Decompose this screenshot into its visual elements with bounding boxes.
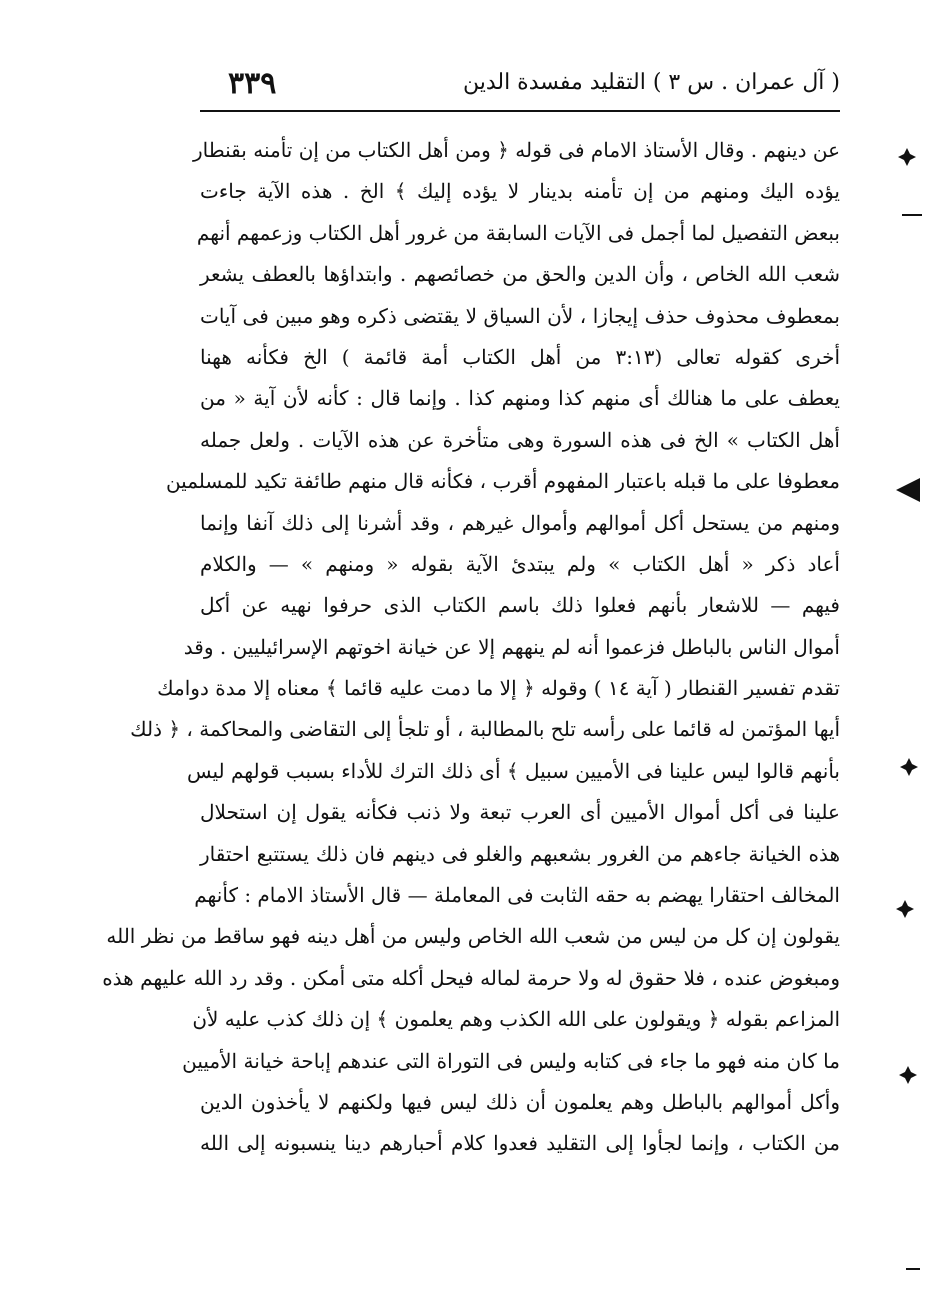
text-line: من الكتاب ، وإنما لجأوا إلى التقليد فعدوا كلام أحبارهم دينا ينسبونه إلى الله bbox=[200, 1131, 840, 1156]
text-line: فيهم — للاشعار بأنهم فعلوا ذلك باسم الكتاب الذى حرفوا نهيه عن أكل bbox=[200, 593, 840, 618]
text-line: بأنهم قالوا ليس علينا فى الأميين سبيل ﴾ أى ذلك الترك للأداء بسبب قولهم ليس bbox=[186, 758, 840, 783]
scan-speck-mark bbox=[900, 758, 918, 776]
text-line: بمعطوف محذوف حذف إيجازا ، لأن السياق لا يقتضى ذكره وهو مبين فى آيات bbox=[200, 303, 840, 328]
text-line: أيها المؤتمن له قائما على رأسه تلح بالمطالبة ، أو تلجأ إلى التقاضى والمحاكمة ، ﴿ ذلك bbox=[130, 717, 840, 742]
text-line: أعاد ذكر « أهل الكتاب » ولم يبتدئ الآية بقوله « ومنهم » — والكلام bbox=[200, 551, 840, 576]
body-text bbox=[102, 130, 840, 1165]
text-line: هذه الخيانة جاءهم من الغرور بشعبهم والغلو فى دينهم فان ذلك يستتبع احتقار bbox=[200, 841, 840, 866]
text-line: يعطف على ما هنالك أى منهم كذا ومنهم كذا . وإنما قال : كأنه لأن آية « من bbox=[200, 386, 840, 411]
text-line: أهل الكتاب » الخ فى هذه السورة وهى متأخرة عن هذه الآيات . ولعل جمله bbox=[200, 427, 840, 452]
text-line: أموال الناس بالباطل فزعموا أنه لم ينههم إلا عن خيانة اخوتهم الإسرائيليين . وقد bbox=[183, 634, 840, 659]
text-line: يقولون إن كل من ليس من شعب الله الخاص وليس من أهل دينه فهو ساقط من نظر الله bbox=[106, 924, 840, 949]
text-line: ما كان منه فهو ما جاء فى كتابه وليس فى التوراة التى عندهم إباحة خيانة الأميين bbox=[182, 1048, 840, 1073]
text-line: أخرى كقوله تعالى (٣:١٣ من أهل الكتاب أمة قائمة ) الخ فكأنه ههنا bbox=[200, 344, 840, 369]
text-line: ببعض التفصيل لما أجمل فى الآيات السابقة من غرور أهل الكتاب وزعمهم أنهم bbox=[196, 220, 840, 245]
scan-speck-mark bbox=[896, 900, 914, 918]
text-line: عن دينهم . وقال الأستاذ الامام فى قوله ﴿ ومن أهل الكتاب من إن تأمنه بقنطار bbox=[192, 138, 840, 162]
scan-speck-mark bbox=[898, 148, 916, 166]
text-line: ومنهم من يستحل أكل أموالهم وأموال غيرهم ، وقد أشرنا إلى ذلك آنفا وإنما bbox=[200, 510, 840, 535]
text-line: المخالف احتقارا يهضم به حقه الثابت فى المعاملة — قال الأستاذ الامام : كأنهم bbox=[194, 883, 840, 908]
text-line: المزاعم بقوله ﴿ ويقولون على الله الكذب وهم يعلمون ﴾ إن ذلك كذب عليه لأن bbox=[192, 1007, 840, 1032]
text-line: شعب الله الخاص ، وأن الدين والحق من خصائصهم . وابتداؤها بالعطف يشعر bbox=[200, 262, 840, 287]
text-line: تقدم تفسير القنطار ( آية ١٤ ) وقوله ﴿ إلا ما دمت عليه قائما ﴾ معناه إلا مدة دوامك bbox=[157, 676, 840, 701]
header-rule bbox=[200, 110, 840, 112]
running-title: ( آل عمران . س ٣ ) التقليد مفسدة الدين bbox=[462, 70, 840, 95]
scan-speck-mark bbox=[896, 478, 920, 502]
scan-dash-mark bbox=[906, 1268, 920, 1270]
text-line: وأكل أموالهم بالباطل وهم يعلمون أن ذلك ليس فيها ولكنهم لا يأخذون الدين bbox=[200, 1089, 840, 1114]
page-header bbox=[200, 66, 840, 110]
text-line: معطوفا على ما قبله باعتبار المفهوم أقرب ، فكأنه قال منهم طائفة تكيد للمسلمين bbox=[165, 469, 840, 494]
page-number: ٣٣٩ bbox=[228, 66, 277, 101]
text-line: علينا فى أكل أموال الأميين أى العرب تبعة ولا ذنب فكأنه يقول إن استحلال bbox=[200, 800, 840, 825]
scan-dash-mark bbox=[902, 214, 922, 216]
text-line: ومبغوض عنده ، فلا حقوق له ولا حرمة لماله فيحل أكله متى أمكن . وقد رد الله عليهم هذه bbox=[102, 965, 840, 990]
text-line: يؤده اليك ومنهم من إن تأمنه بدينار لا يؤده إليك ﴾ الخ . هذه الآية جاءت bbox=[200, 179, 840, 204]
scan-speck-mark bbox=[899, 1066, 917, 1084]
